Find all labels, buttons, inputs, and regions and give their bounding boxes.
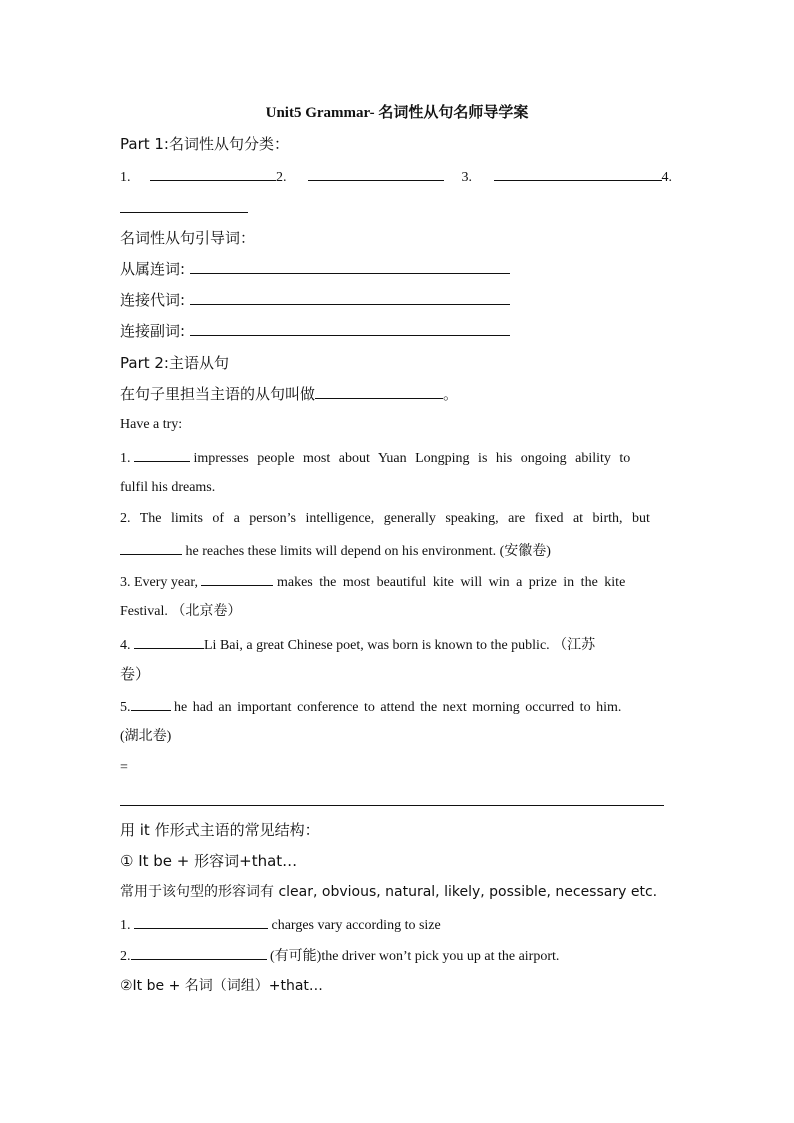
part2-heading: Part 2:主语从句 xyxy=(120,354,229,372)
question-1-number: 1. xyxy=(120,451,131,466)
question-5-text: he had an important conference to attend the next morning occurred to him. xyxy=(174,700,622,715)
blank-1[interactable] xyxy=(150,166,276,181)
question-2-line-1: 2. The limits of a person’s intelligence, generally speaking, are fixed at birth, but xyxy=(120,511,650,526)
adjective-list: 常用于该句型的形容词有 clear, obvious, natural, likely, possible, necessary etc. xyxy=(120,884,658,900)
example-2-text: (有可能)the driver won’t pick you up at the airport. xyxy=(270,949,560,964)
formal-subject-heading: 用 it 作形式主语的常见结构： xyxy=(120,821,320,839)
example-1 xyxy=(120,914,441,936)
example-2 xyxy=(120,945,559,967)
conjunction-label: 从属连词: xyxy=(120,260,186,278)
question-5-line-1 xyxy=(120,696,621,718)
item-number-2: 2. xyxy=(276,170,287,185)
example-2-number: 2. xyxy=(120,949,131,964)
question-5-number: 5. xyxy=(120,700,131,715)
title-english: Unit5 Grammar- xyxy=(265,105,375,121)
blank-3[interactable] xyxy=(494,166,662,181)
adverb-label: 连接副词: xyxy=(120,322,186,340)
item-number-3: 3. xyxy=(461,170,472,185)
question-2-blank[interactable] xyxy=(120,540,182,555)
rewrite-answer-line[interactable] xyxy=(120,805,664,806)
question-1-blank[interactable] xyxy=(134,447,190,462)
question-3-line-1 xyxy=(120,571,625,593)
try-label: Have a try: xyxy=(120,417,183,432)
definition-end: 。 xyxy=(443,385,459,403)
blank-4[interactable] xyxy=(120,198,248,213)
equals-sign: = xyxy=(120,760,128,775)
question-5-blank[interactable] xyxy=(131,696,171,711)
question-1-line-2: fulfil his dreams. xyxy=(120,480,216,495)
pronoun-blank[interactable] xyxy=(190,290,510,305)
question-3-line-2: Festival. （北京卷） xyxy=(120,604,242,619)
example-1-number: 1. xyxy=(120,918,131,933)
introducers-heading: 名词性从句引导词： xyxy=(120,229,256,247)
pronoun-row xyxy=(120,290,510,310)
question-3-text-b: makes the most beautiful kite will win a prize in the kite xyxy=(276,575,626,590)
question-1-line-1 xyxy=(120,447,673,469)
item-number-4: 4. xyxy=(661,170,672,185)
adverb-blank[interactable] xyxy=(190,321,510,336)
question-4-number: 4. xyxy=(120,638,131,653)
example-1-text: charges vary according to size xyxy=(271,918,441,933)
page-title xyxy=(0,101,794,122)
question-4-line-2: 卷） xyxy=(120,665,151,683)
question-4-line-1 xyxy=(120,634,595,656)
part1-heading: Part 1:名词性从句分类： xyxy=(120,135,289,153)
question-4-blank[interactable] xyxy=(134,634,204,649)
title-chinese: 名词性从句名师导学案 xyxy=(378,103,529,121)
structure-1: ① It be + 形容词+that… xyxy=(120,852,298,870)
definition-row xyxy=(120,384,458,404)
question-2-text: he reaches these limits will depend on his environment. (安徽卷) xyxy=(185,544,551,559)
question-2-line-2 xyxy=(120,540,551,562)
question-3-text-a: 3. Every year, xyxy=(120,575,198,590)
conjunction-row xyxy=(120,259,510,279)
definition-blank[interactable] xyxy=(315,384,443,399)
question-1-text: impresses people most about Yuan Longping is his ongoing ability to xyxy=(193,451,631,466)
pronoun-label: 连接代词: xyxy=(120,291,186,309)
question-3-blank[interactable] xyxy=(201,571,273,586)
example-2-blank[interactable] xyxy=(131,945,267,960)
item-number-1: 1. xyxy=(120,170,131,185)
classification-row-2 xyxy=(120,198,248,219)
adverb-row xyxy=(120,321,510,341)
classification-row xyxy=(120,166,672,188)
question-5-line-2: (湖北卷) xyxy=(120,729,172,744)
structure-2: ②It be + 名词（词组）+that… xyxy=(120,978,323,994)
question-4-text: Li Bai, a great Chinese poet, was born is known to the public. （江苏 xyxy=(204,638,596,653)
definition-text: 在句子里担当主语的从句叫做 xyxy=(120,385,316,403)
conjunction-blank[interactable] xyxy=(190,259,510,274)
example-1-blank[interactable] xyxy=(134,914,268,929)
blank-2[interactable] xyxy=(308,166,444,181)
